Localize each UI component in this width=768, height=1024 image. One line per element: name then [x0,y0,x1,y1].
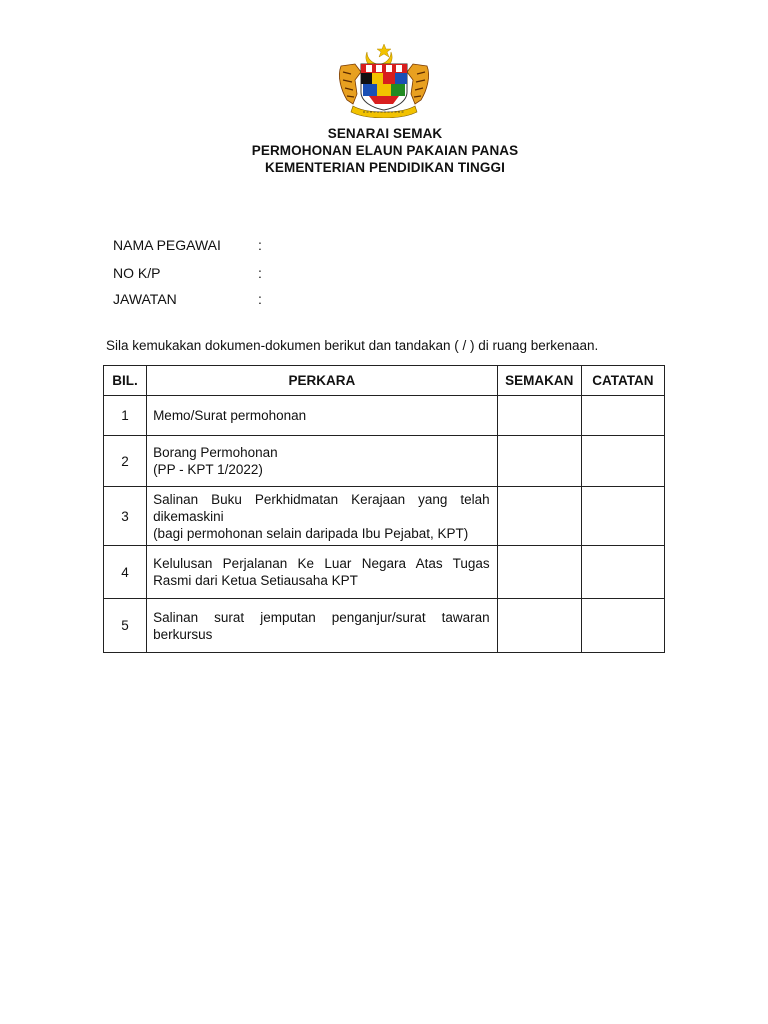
catatan-cell[interactable] [581,436,664,487]
catatan-cell[interactable] [581,396,664,436]
perkara-line: Kelulusan Perjalanan Ke Luar Negara Atas Tugas Rasmi dari Ketua Setiausaha KPT [153,556,490,588]
perkara-line: Memo/Surat permohonan [153,408,307,423]
table-header-row [104,366,665,396]
row-perkara [147,546,498,599]
perkara-line: Borang Permohonan [153,445,278,460]
header-catatan: CATATAN [581,366,664,396]
row-number: 2 [104,436,147,487]
catatan-cell[interactable] [581,487,664,546]
table-row [104,436,665,487]
field-label: NO K/P [113,265,161,281]
document-title [0,125,768,176]
header-semakan: SEMAKAN [497,366,581,396]
malaysia-coat-of-arms-icon [333,42,435,118]
field-label: NAMA PEGAWAI [113,237,221,253]
semakan-cell[interactable] [497,436,581,487]
perkara-line: (PP - KPT 1/2022) [153,462,263,477]
perkara-line: Salinan Buku Perkhidmatan Kerajaan yang telah dikemaskini [153,491,490,524]
header-perkara: PERKARA [147,366,498,396]
checklist-table [103,365,665,653]
field-separator: : [258,237,262,253]
row-number: 4 [104,546,147,599]
table-row [104,487,665,546]
row-perkara [147,487,498,546]
title-line-2: PERMOHONAN ELAUN PAKAIAN PANAS [251,143,519,158]
row-number: 1 [104,396,147,436]
title-line-3: KEMENTERIAN PENDIDIKAN TINGGI [265,160,505,175]
field-separator: : [258,265,262,281]
field-no-kp[interactable] [113,264,262,282]
catatan-cell[interactable] [581,546,664,599]
perkara-line: (bagi permohonan selain daripada Ibu Pejabat, KPT) [153,525,469,541]
row-perkara [147,436,498,487]
field-separator: : [258,291,262,307]
semakan-cell[interactable] [497,599,581,653]
row-perkara [147,396,498,436]
title-line-1: SENARAI SEMAK [327,126,443,141]
field-label: JAWATAN [113,291,177,307]
header-bil: BIL. [104,366,147,396]
table-row [104,396,665,436]
table-row [104,546,665,599]
row-number: 5 [104,599,147,653]
semakan-cell[interactable] [497,546,581,599]
perkara-line: Salinan surat jemputan penganjur/surat tawaran berkursus [153,609,490,642]
field-jawatan[interactable] [113,290,262,308]
semakan-cell[interactable] [497,396,581,436]
row-perkara [147,599,498,653]
instruction-text: Sila kemukakan dokumen-dokumen berikut dan tandakan ( / ) di ruang berkenaan. [106,338,599,353]
semakan-cell[interactable] [497,487,581,546]
field-nama-pegawai[interactable] [113,236,262,254]
catatan-cell[interactable] [581,599,664,653]
row-number: 3 [104,487,147,546]
table-row [104,599,665,653]
